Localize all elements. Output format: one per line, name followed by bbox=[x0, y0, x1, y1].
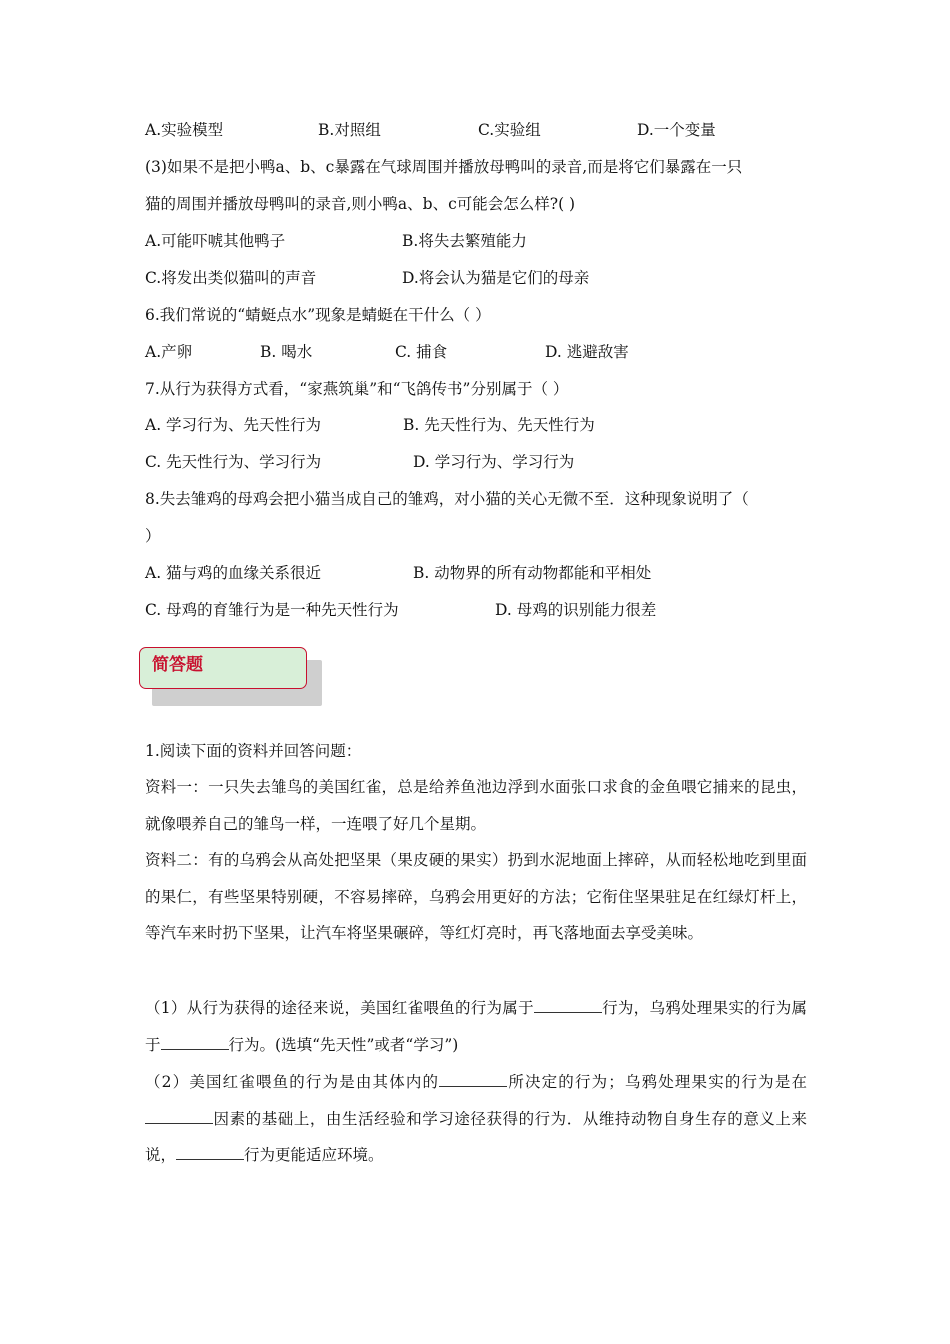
q8-stem-line2: ） bbox=[145, 527, 161, 545]
answer-blank-5[interactable] bbox=[176, 1143, 244, 1160]
q5-3-option-d: D.将会认为猫是它们的母亲 bbox=[402, 269, 590, 287]
sa1-part-2-text-d: 行为更能适应环境。 bbox=[244, 1146, 384, 1164]
q5-3-option-c: C.将发出类似猫叫的声音 bbox=[145, 269, 317, 287]
q8-option-d: D. 母鸡的识别能力很差 bbox=[495, 601, 657, 619]
q6-option-a: A.产卵 bbox=[145, 343, 193, 361]
q5-option-c: C.实验组 bbox=[478, 121, 541, 139]
sa1-material-1: 资料一：一只失去雏鸟的美国红雀，总是给养鱼池边浮到水面张口求食的金鱼喂它捕来的昆虫，就像喂养自己的雏鸟一样，一连喂了好几个星期。 bbox=[145, 778, 807, 833]
q5-3-option-a: A.可能吓唬其他鸭子 bbox=[145, 232, 286, 250]
sa1-part-1 bbox=[145, 990, 807, 1063]
sa1-part-1-text-a: （1）从行为获得的途径来说，美国红雀喂鱼的行为属于 bbox=[145, 999, 534, 1017]
sa1-part-2-text-c: 因素的基础上，由生活经验和学习途径获得的行为．从维持动物自身生存的意义上来说， bbox=[145, 1109, 807, 1164]
q7-option-c: C. 先天性行为、学习行为 bbox=[145, 453, 322, 471]
sa1-material-2: 资料二：有的乌鸦会从高处把坚果（果皮硬的果实）扔到水泥地面上摔碎，从而轻松地吃到里面的果仁，有些坚果特别硬，不容易摔碎，乌鸦会用更好的方法；它衔住坚果驻足在红绿灯杆上，等汽车来时扔下坚果，让汽车将坚果碾碎，等红灯亮时，再飞落地面去享受美味。 bbox=[145, 851, 807, 942]
q7-options-row2 bbox=[145, 452, 805, 472]
q7-options-row1 bbox=[145, 415, 805, 435]
q8-option-c: C. 母鸡的育雏行为是一种先天性行为 bbox=[145, 601, 399, 619]
sa1-part-2-text-b: 所决定的行为；乌鸦处理果实的行为是在 bbox=[507, 1073, 807, 1091]
sa1-part-2 bbox=[145, 1064, 807, 1174]
q6-stem: 6.我们常说的“蜻蜓点水”现象是蜻蜓在干什么（ ） bbox=[145, 306, 491, 324]
q5-option-a: A.实验模型 bbox=[145, 121, 224, 139]
answer-blank-2[interactable] bbox=[161, 1033, 229, 1050]
q5-3-options-row2 bbox=[145, 268, 805, 288]
q6-option-b: B. 喝水 bbox=[260, 343, 313, 361]
sa1-part-1-text-b: 行为，乌鸦处理果实的行为属于 bbox=[145, 999, 807, 1054]
q8-stem-line1: 8.失去雏鸡的母鸡会把小猫当成自己的雏鸡，对小猫的关心无微不至．这种现象说明了（ bbox=[145, 490, 749, 508]
answer-blank-4[interactable] bbox=[145, 1107, 213, 1124]
q5-3-stem-line1: (3)如果不是把小鸭a、b、c暴露在气球周围并播放母鸭叫的录音,而是将它们暴露在一只 bbox=[145, 158, 743, 176]
sa1-part-1-text-c: 行为。(选填“先天性”或者“学习”) bbox=[228, 1035, 459, 1054]
q5-option-d: D.一个变量 bbox=[637, 121, 716, 139]
answer-blank-1[interactable] bbox=[534, 996, 602, 1013]
q8-option-a: A. 猫与鸡的血缘关系很近 bbox=[145, 564, 322, 582]
q5-option-b: B.对照组 bbox=[318, 121, 381, 139]
q5-3-stem-line2: 猫的周围并播放母鸭叫的录音,则小鸭a、b、c可能会怎么样?( ) bbox=[145, 195, 576, 213]
q8-option-b: B. 动物界的所有动物都能和平相处 bbox=[413, 564, 652, 582]
section-header bbox=[139, 647, 307, 689]
q7-option-b: B. 先天性行为、先天性行为 bbox=[403, 416, 595, 434]
sa1-intro: 1.阅读下面的资料并回答问题： bbox=[145, 742, 362, 760]
q8-options-row2 bbox=[145, 600, 805, 620]
q6-option-c: C. 捕食 bbox=[395, 343, 448, 361]
q7-option-a: A. 学习行为、先天性行为 bbox=[145, 416, 322, 434]
section-title: 简答题 bbox=[152, 655, 203, 675]
q6-options bbox=[145, 342, 805, 362]
q6-option-d: D. 逃避敌害 bbox=[545, 343, 629, 361]
q5-3-options-row1 bbox=[145, 231, 805, 251]
q5-3-option-b: B.将失去繁殖能力 bbox=[402, 232, 527, 250]
q5-options bbox=[145, 120, 805, 140]
answer-blank-3[interactable] bbox=[439, 1070, 507, 1087]
q8-options-row1 bbox=[145, 563, 805, 583]
q7-stem: 7.从行为获得方式看，“家燕筑巢”和“飞鸽传书”分别属于（ ） bbox=[145, 380, 569, 398]
sa1-part-2-text-a: （2）美国红雀喂鱼的行为是由其体内的 bbox=[145, 1073, 440, 1091]
q7-option-d: D. 学习行为、学习行为 bbox=[413, 453, 575, 471]
